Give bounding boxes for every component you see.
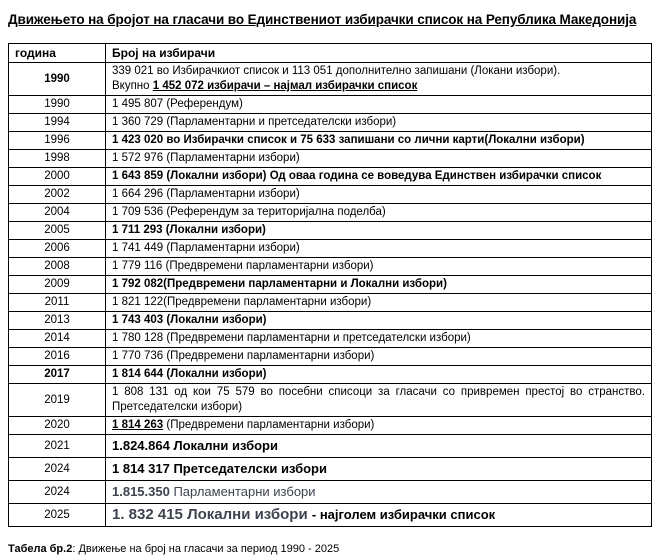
voters-text-segment: 1 780 128 (Предвремени парламентарни и претседателски избори) [112, 332, 471, 344]
voters-text-segment: 1 743 403 (Локални избори) [112, 314, 267, 326]
voters-text-segment: 1. 832 415 Локални избори [112, 506, 312, 523]
table-row [9, 481, 652, 504]
voters-table-body [9, 63, 652, 527]
year-cell: 2019 [9, 384, 106, 417]
voters-text-segment: (Предвремени парламентарни избори) [163, 419, 375, 431]
year-cell: 2016 [9, 348, 106, 366]
year-cell: 2009 [9, 276, 106, 294]
voters-text-segment: 1 664 296 (Парламентарни избори) [112, 188, 300, 200]
table-row [9, 240, 652, 258]
page-title: Движењето на бројот на гласачи во Единствениот избирачки список на Република Македонија [8, 12, 637, 27]
voters-cell [106, 186, 652, 204]
voters-text-segment: 1 814 644 (Локални избори) [112, 368, 267, 380]
voters-text-segment: 1 452 072 избирачи – најмал избирачки список [152, 80, 418, 92]
year-cell: 2014 [9, 330, 106, 348]
year-cell: 2017 [9, 366, 106, 384]
year-cell: 2021 [9, 435, 106, 458]
year-cell: 2013 [9, 312, 106, 330]
column-header-year: година [9, 44, 106, 63]
table-row [9, 504, 652, 527]
table-row [9, 276, 652, 294]
voters-cell [106, 348, 652, 366]
table-row [9, 204, 652, 222]
voters-text-segment: 1 814 317 Претседателски избори [112, 461, 327, 476]
voters-cell [106, 366, 652, 384]
voters-text-segment: 1 741 449 (Парламентарни избори) [112, 242, 300, 254]
voters-text-segment: Вкупно [112, 80, 153, 92]
voters-text-segment: 1 643 859 (Локални избори) Од оваа година се воведува Единствен избирачки список [112, 170, 602, 182]
table-row [9, 417, 652, 435]
voters-cell [106, 168, 652, 186]
voters-cell [106, 312, 652, 330]
voters-cell [106, 417, 652, 435]
year-cell: 2020 [9, 417, 106, 435]
year-cell: 2005 [9, 222, 106, 240]
voters-cell [106, 458, 652, 481]
year-cell: 2011 [9, 294, 106, 312]
table-row [9, 330, 652, 348]
table-row [9, 150, 652, 168]
voters-cell [106, 114, 652, 132]
year-cell: 2006 [9, 240, 106, 258]
voters-cell [106, 258, 652, 276]
voters-text-segment: 1 792 082(Предвремени парламентарни и Локални избори) [112, 278, 447, 290]
voters-cell [106, 96, 652, 114]
voters-cell [106, 150, 652, 168]
column-header-voters: Број на избирачи [106, 44, 652, 63]
table-row [9, 132, 652, 150]
voters-cell [106, 330, 652, 348]
year-cell: 2008 [9, 258, 106, 276]
year-cell: 1996 [9, 132, 106, 150]
voters-cell [106, 294, 652, 312]
year-cell: 2025 [9, 504, 106, 527]
voters-text-segment: 1 711 293 (Локални избори) [112, 224, 266, 236]
year-cell: 1990 [9, 63, 106, 96]
table-caption [8, 543, 652, 555]
voters-text-segment: - најголем избирачки список [311, 507, 496, 522]
voters-cell [106, 132, 652, 150]
voters-text-segment: 1 423 020 во Избирачки список и 75 633 запишани со лични карти(Локални избори) [112, 134, 585, 146]
voters-cell [106, 435, 652, 458]
year-cell: 2000 [9, 168, 106, 186]
table-row [9, 348, 652, 366]
table-row [9, 258, 652, 276]
table-row [9, 222, 652, 240]
year-cell: 2004 [9, 204, 106, 222]
voters-cell [106, 240, 652, 258]
voters-cell [106, 384, 652, 417]
table-row [9, 96, 652, 114]
table-row [9, 294, 652, 312]
table-row [9, 114, 652, 132]
voters-text-segment: 1 770 736 (Предвремени парламентарни избори) [112, 350, 375, 362]
table-row [9, 63, 652, 96]
table-header-row [9, 44, 652, 63]
voters-text-segment: 1 360 729 (Парламентарни и претседателски избори) [112, 116, 397, 128]
voters-text-segment: 339 021 во Избирачкиот список и 113 051 дополнително запишани (Локани избори). [112, 65, 561, 77]
voters-text-segment: 1 808 131 од кои 75 579 во посебни списоци за гласачи со привремен престој во странство. Претседателски избори) [112, 386, 645, 413]
table-row [9, 186, 652, 204]
year-cell: 2024 [9, 458, 106, 481]
caption-text: : Движење на број на гласачи за период 1990 - 2025 [72, 543, 340, 555]
voters-text-segment: 1 495 807 (Референдум) [112, 98, 243, 110]
table-row [9, 366, 652, 384]
voters-text-segment: 1.824.864 Локални избори [112, 438, 278, 453]
year-cell: 2002 [9, 186, 106, 204]
table-row [9, 168, 652, 186]
caption-label: Табела бр.2 [8, 543, 73, 555]
voters-text-segment: 1 814 263 [112, 419, 164, 431]
year-cell: 1990 [9, 96, 106, 114]
voters-text-segment: 1 779 116 (Предвремени парламентарни избори) [112, 260, 374, 272]
voters-cell [106, 63, 652, 96]
year-cell: 1994 [9, 114, 106, 132]
table-row [9, 384, 652, 417]
voters-text-segment: 1 709 536 (Референдум за територијална поделба) [112, 206, 386, 218]
voters-cell [106, 222, 652, 240]
voters-cell [106, 481, 652, 504]
voters-cell [106, 204, 652, 222]
voters-text-segment: Парламентарни избори [169, 484, 316, 499]
year-cell: 1998 [9, 150, 106, 168]
voters-text-segment: 1 821 122(Предвремени парламентарни избори) [112, 296, 372, 308]
voters-table [8, 43, 652, 527]
voters-text-segment: 1 572 976 (Парламентарни избори) [112, 152, 300, 164]
voters-text-segment: 1.815.350 [112, 484, 170, 499]
voters-cell [106, 276, 652, 294]
table-row [9, 458, 652, 481]
table-row [9, 435, 652, 458]
table-row [9, 312, 652, 330]
year-cell: 2024 [9, 481, 106, 504]
voters-cell [106, 504, 652, 527]
